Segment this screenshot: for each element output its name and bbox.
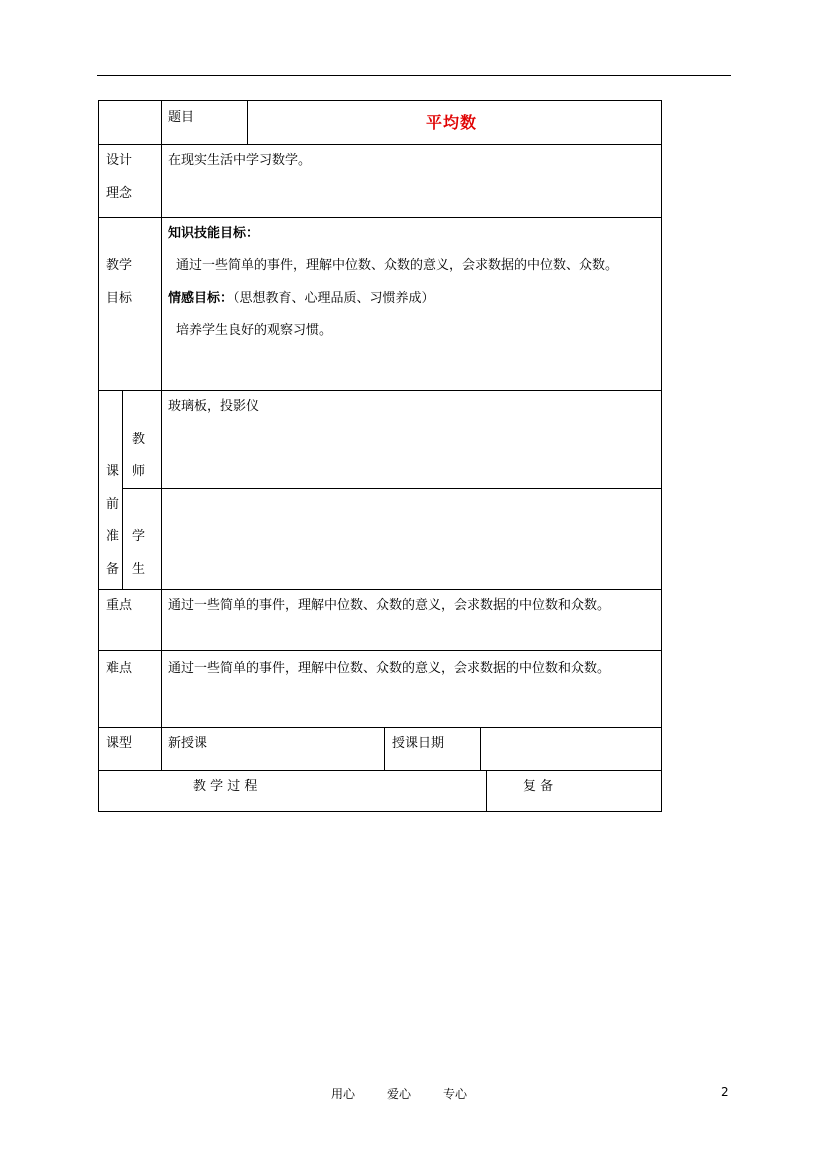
row-divider [98, 217, 662, 218]
emotion-line [168, 291, 435, 307]
student-label-char: 学 [132, 529, 146, 544]
row-divider [98, 144, 662, 145]
teacher-label-char: 师 [132, 464, 146, 479]
emotion-text: 培养学生良好的观察习惯。 [176, 323, 333, 338]
prep-label-char: 前 [106, 497, 120, 512]
footer-motto-2: 爱心 [387, 1087, 412, 1101]
row-divider [98, 770, 662, 771]
table-border-left [98, 100, 99, 812]
emotion-subheading: （思想教育、心理品质、习惯养成） [233, 291, 435, 306]
knowledge-heading: 知识技能目标： [168, 226, 260, 241]
knowledge-text: 通过一些简单的事件，理解中位数、众数的意义，会求数据的中位数、众数。 [176, 258, 619, 273]
emotion-heading: 情感目标： [168, 291, 234, 306]
process-heading: 教 学 过 程 [193, 779, 258, 794]
teacher-materials: 玻璃板，投影仪 [168, 399, 260, 414]
difficulty-label: 难点 [106, 661, 133, 676]
type-value: 新授课 [168, 736, 208, 751]
prep-label-char: 课 [106, 464, 120, 479]
key-label: 重点 [106, 598, 133, 613]
student-label-char: 生 [132, 562, 146, 577]
review-heading: 复 备 [523, 779, 554, 794]
design-label-line1: 设计 [106, 153, 133, 168]
footer-motto-1: 用心 [331, 1087, 356, 1101]
row-divider [98, 589, 662, 590]
prep-label-char: 备 [106, 562, 120, 577]
row-divider [98, 650, 662, 651]
table-border-bottom [98, 811, 662, 812]
page-number: 2 [721, 1085, 729, 1099]
goals-label-line2: 目标 [106, 291, 133, 306]
row-divider [122, 488, 662, 489]
difficulty-content: 通过一些简单的事件，理解中位数、众数的意义，会求数据的中位数和众数。 [168, 661, 611, 676]
column-divider [247, 100, 248, 145]
prep-label-char: 准 [106, 529, 120, 544]
type-label: 课型 [106, 736, 133, 751]
column-divider [486, 770, 487, 812]
design-label-line2: 理念 [106, 186, 133, 201]
column-divider [384, 727, 385, 771]
footer-motto-3: 专心 [443, 1087, 468, 1101]
key-content: 通过一些简单的事件，理解中位数、众数的意义，会求数据的中位数和众数。 [168, 598, 611, 613]
row-divider [98, 390, 662, 391]
table-border-top [98, 100, 662, 101]
lesson-title: 平均数 [426, 113, 478, 132]
table-border-right [661, 100, 662, 812]
teacher-label-char: 教 [132, 432, 146, 447]
column-divider [122, 390, 123, 590]
title-label: 题目 [168, 110, 195, 125]
row-divider [98, 727, 662, 728]
date-label: 授课日期 [392, 736, 445, 751]
column-divider [480, 727, 481, 771]
header-rule [97, 75, 731, 76]
column-divider [161, 100, 162, 771]
design-content: 在现实生活中学习数学。 [168, 153, 312, 168]
goals-label-line1: 教学 [106, 258, 133, 273]
